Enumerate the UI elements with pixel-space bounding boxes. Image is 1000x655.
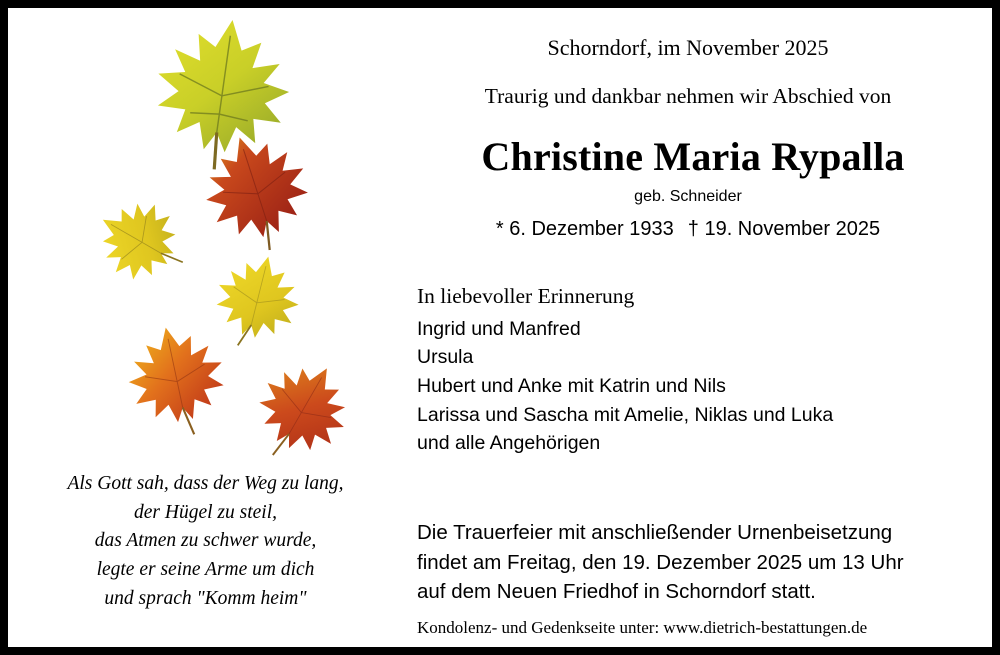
- survivors-list: [417, 315, 987, 458]
- ceremony-line: auf dem Neuen Friedhof in Schorndorf statt.: [417, 580, 816, 604]
- ceremony-line: findet am Freitag, den 19. Dezember 2025 um 13 Uhr: [417, 550, 904, 574]
- city-and-date: Schorndorf, im November 2025: [547, 35, 829, 60]
- memory-heading: In liebevoller Erinnerung: [417, 284, 635, 308]
- verse-line: legte er seine Arme um dich: [96, 558, 315, 580]
- right-column: [403, 8, 992, 647]
- leaf-shape: [119, 318, 235, 446]
- verse-line: Als Gott sah, dass der Weg zu lang,: [67, 473, 344, 494]
- survivor-line: Ingrid und Manfred: [417, 317, 581, 340]
- ceremony-details: [417, 518, 987, 607]
- death-date: † 19. November 2025: [687, 218, 881, 240]
- leaf-shape: [206, 247, 308, 358]
- memory-block: [417, 282, 987, 458]
- survivor-line: Larissa und Sascha mit Amelie, Niklas und Luka: [417, 403, 834, 426]
- survivor-line: Ursula: [417, 346, 474, 369]
- birth-date: * 6. Dezember 1933: [495, 218, 674, 240]
- survivor-line: und alle Angehörigen: [417, 432, 601, 455]
- leaf-shape: [238, 346, 365, 458]
- memorial-verse: [18, 470, 393, 613]
- leaf-shape: [146, 11, 298, 178]
- verse-line: der Hügel zu steil,: [134, 501, 277, 523]
- notice-inner: [8, 8, 992, 647]
- left-column: [8, 8, 398, 647]
- maiden-name: geb. Schneider: [634, 188, 742, 205]
- survivor-line: Hubert und Anke mit Katrin und Nils: [417, 374, 726, 397]
- verse-line: das Atmen zu schwer wurde,: [94, 530, 317, 552]
- falling-autumn-leaves-illustration: [8, 8, 398, 458]
- deceased-name: Christine Maria Rypalla: [481, 134, 905, 179]
- condolence-link-text[interactable]: Kondolenz- und Gedenkseite unter: www.dietrich-bestattungen.de: [417, 618, 868, 637]
- life-dates: [403, 218, 973, 241]
- leaf-shape: [83, 186, 200, 299]
- verse-line: und sprach "Komm heim": [104, 587, 307, 609]
- ceremony-line: Die Trauerfeier mit anschließender Urnenbeisetzung: [417, 521, 893, 544]
- leaf-shape: [191, 122, 324, 264]
- lead-line: Traurig und dankbar nehmen wir Abschied von: [484, 84, 892, 108]
